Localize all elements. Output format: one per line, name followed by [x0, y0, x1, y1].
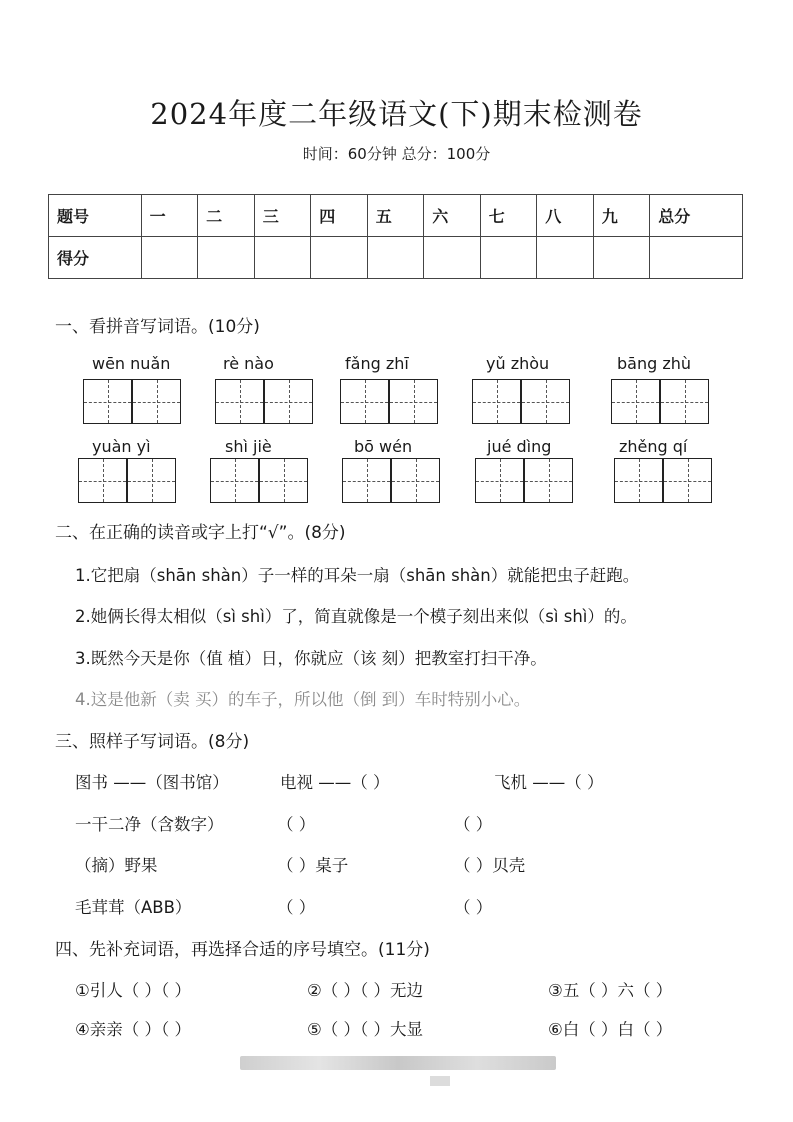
writing-box[interactable]: [78, 458, 127, 503]
writing-box[interactable]: [83, 379, 132, 424]
writing-box[interactable]: [264, 379, 313, 424]
pinyin-label: bāng zhù: [617, 354, 692, 373]
answer-blank[interactable]: （ ）: [277, 898, 316, 917]
idiom-blank[interactable]: ①引人（ ）（ ）: [75, 981, 192, 1000]
pinyin-label: bō wén: [354, 437, 413, 456]
writing-box[interactable]: [611, 379, 660, 424]
idiom-blank[interactable]: ②（ ）（ ）无边: [307, 981, 424, 1000]
score-input-cell[interactable]: [198, 237, 255, 279]
answer-blank[interactable]: （ ）: [454, 815, 493, 834]
table-cell: 一: [141, 195, 198, 237]
idiom-blank[interactable]: ③五（ ）六（ ）: [548, 981, 673, 1000]
example-word: （摘）野果: [75, 856, 158, 875]
idiom-blank[interactable]: ④亲亲（ ）（ ）: [75, 1020, 192, 1039]
score-input-cell[interactable]: [311, 237, 368, 279]
writing-box[interactable]: [475, 458, 524, 503]
writing-box[interactable]: [210, 458, 259, 503]
writing-box[interactable]: [663, 458, 712, 503]
exam-info: 时间：60分钟 总分：100分: [302, 145, 491, 163]
table-cell: 三: [254, 195, 311, 237]
example-word: 一干二净（含数字）: [75, 815, 224, 834]
writing-box[interactable]: [614, 458, 663, 503]
score-input-cell[interactable]: [254, 237, 311, 279]
idiom-blank[interactable]: ⑥白（ ）白（ ）: [548, 1020, 673, 1039]
writing-box[interactable]: [391, 458, 440, 503]
example-word: 图书 ——（图书馆）: [75, 773, 229, 792]
answer-blank[interactable]: 飞机 ——（ ）: [494, 773, 604, 792]
writing-box[interactable]: [215, 379, 264, 424]
writing-box[interactable]: [524, 458, 573, 503]
writing-box[interactable]: [342, 458, 391, 503]
table-cell: 四: [311, 195, 368, 237]
question-item[interactable]: 1.它把扇（shān shàn）子一样的耳朵一扇（shān shàn）就能把虫子赶跑。: [75, 566, 640, 585]
section-4-heading: 四、先补充词语，再选择合适的序号填空。(11分): [55, 940, 430, 960]
table-cell: 七: [480, 195, 537, 237]
table-cell: 五: [367, 195, 424, 237]
score-row: [49, 237, 743, 279]
pinyin-label: shì jiè: [225, 437, 272, 456]
score-input-cell[interactable]: [593, 237, 650, 279]
writing-box[interactable]: [660, 379, 709, 424]
pinyin-label: wēn nuǎn: [92, 354, 171, 373]
blurred-footer: [240, 1056, 556, 1070]
table-cell: 九: [593, 195, 650, 237]
writing-box[interactable]: [132, 379, 181, 424]
pinyin-label: yuàn yì: [92, 437, 151, 456]
pinyin-label: jué dìng: [487, 437, 552, 456]
writing-box[interactable]: [259, 458, 308, 503]
blurred-footer-mark: [430, 1076, 450, 1086]
score-input-cell[interactable]: [537, 237, 594, 279]
answer-blank[interactable]: （ ）桌子: [277, 856, 349, 875]
writing-box[interactable]: [472, 379, 521, 424]
table-cell: 总分: [650, 195, 743, 237]
answer-blank[interactable]: 电视 ——（ ）: [280, 773, 390, 792]
section-1-heading: 一、看拼音写词语。(10分): [55, 317, 260, 337]
answer-blank[interactable]: （ ）: [454, 898, 493, 917]
writing-box[interactable]: [521, 379, 570, 424]
score-header-row: [49, 195, 743, 237]
pinyin-label: rè nào: [223, 354, 274, 373]
writing-box[interactable]: [127, 458, 176, 503]
score-input-cell[interactable]: [650, 237, 743, 279]
section-2-heading: 二、在正确的读音或字上打“√”。(8分): [55, 523, 346, 543]
table-cell: 题号: [49, 195, 142, 237]
score-input-cell[interactable]: [480, 237, 537, 279]
question-item[interactable]: 2.她俩长得太相似（sì shì）了，简直就像是一个模子刻出来似（sì shì）的。: [75, 607, 637, 626]
table-cell: 六: [424, 195, 481, 237]
idiom-blank[interactable]: ⑤（ ）（ ）大显: [307, 1020, 424, 1039]
table-cell: 得分: [49, 237, 142, 279]
cut-off-row: [0, 1016, 793, 1039]
answer-blank[interactable]: （ ）: [277, 815, 316, 834]
answer-blank[interactable]: （ ）贝壳: [454, 856, 526, 875]
pinyin-label: yǔ zhòu: [486, 354, 550, 373]
question-item[interactable]: 3.既然今天是你（值 植）日，你就应（该 刻）把教室打扫干净。: [75, 649, 547, 668]
table-cell: 二: [198, 195, 255, 237]
writing-box[interactable]: [340, 379, 389, 424]
score-input-cell[interactable]: [367, 237, 424, 279]
section-3-heading: 三、照样子写词语。(8分): [55, 732, 250, 752]
score-input-cell[interactable]: [141, 237, 198, 279]
example-word: 毛茸茸（ABB）: [75, 898, 192, 917]
page-title: 2024年度二年级语文(下)期末检测卷: [150, 97, 643, 131]
pinyin-label: zhěng qí: [619, 437, 688, 456]
score-table: [48, 194, 743, 279]
pinyin-label: fǎng zhī: [345, 354, 409, 373]
score-input-cell[interactable]: [424, 237, 481, 279]
question-item[interactable]: 4.这是他新（卖 买）的车子，所以他（倒 到）车时特别小心。: [75, 690, 531, 709]
writing-box[interactable]: [389, 379, 438, 424]
table-cell: 八: [537, 195, 594, 237]
